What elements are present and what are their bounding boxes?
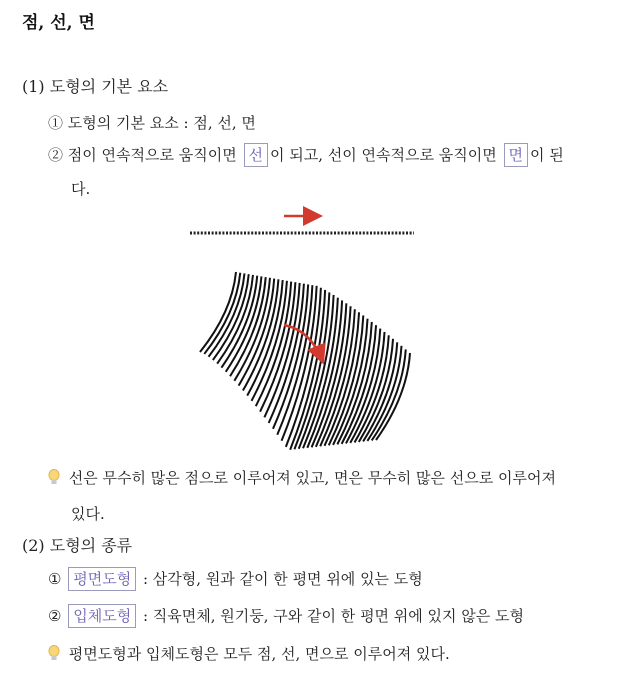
section1-item2-wrap: 다. [71,180,91,198]
item-text-part2: 이 되고, 선이 연속적으로 움직이면 [270,146,497,164]
section2-heading: (2) 도형의 종류 [22,536,133,555]
section1-heading: (1) 도형의 기본 요소 [22,77,169,96]
keyword-box-line: 선 [244,143,269,167]
striped-surface [200,272,410,450]
section2-item2 [48,604,524,628]
item-marker: ② [48,607,62,625]
lightbulb-icon [48,469,64,490]
item-text: : 직육면체, 원기둥, 구와 같이 한 평면 위에 있지 않은 도형 [142,607,525,625]
page-title: 점, 선, 면 [22,13,95,33]
item-marker: ① [48,114,64,132]
item-marker: ① [48,570,62,588]
keyword-box-plane-figure: 평면도형 [68,567,136,591]
item-marker: ② [48,146,64,164]
tip1-wrap: 있다. [71,505,105,523]
item-text: : 삼각형, 원과 같이 한 평면 위에 있는 도형 [142,570,423,588]
tip1 [48,467,556,490]
item-text-part1: 점이 연속적으로 움직이면 [67,146,237,164]
tip1-text: 선은 무수히 많은 점으로 이루어져 있고, 면은 무수히 많은 선으로 이루어져 [68,469,556,487]
keyword-box-surface: 면 [504,143,529,167]
tip2-text: 평면도형과 입체도형은 모두 점, 선, 면으로 이루어져 있다. [68,645,450,663]
lightbulb-icon [48,645,64,666]
item-text-part3: 이 된 [530,146,564,164]
item-text: 도형의 기본 요소 : 점, 선, 면 [67,114,256,132]
keyword-box-solid-figure: 입체도형 [68,604,136,628]
tip2 [48,643,450,666]
section2-item1 [48,567,423,591]
